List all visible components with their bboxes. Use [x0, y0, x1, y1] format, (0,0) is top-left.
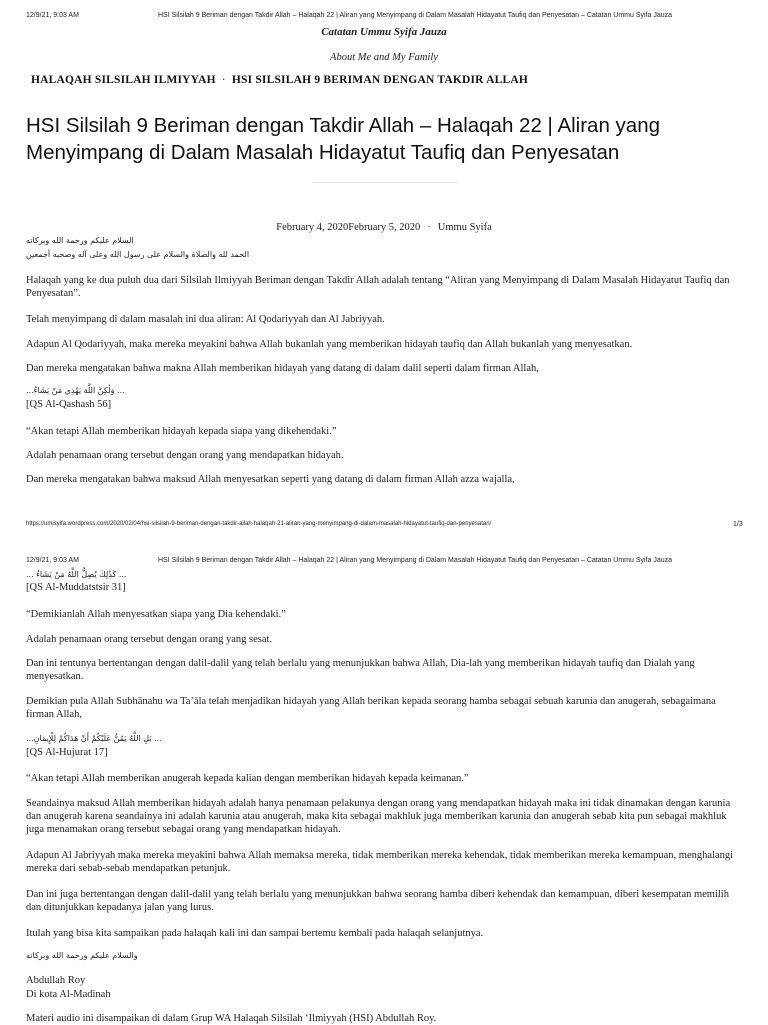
quran-verse: ...بَلِ اللَّهُ يَمُنُّ عَلَيْكُمْ أَنْ هَدَاكُمْ لِلْإِيمَانِ ... [26, 734, 162, 743]
post-author-link[interactable]: Ummu Syifa [437, 222, 492, 233]
post-meta [0, 222, 768, 233]
paragraph: “Akan tetapi Allah memberikan anugerah kepada kalian dengan memberikan hidayah kepada keimanan.” [26, 773, 469, 784]
quran-verse: ... كَذَٰلِكَ يُضِلُّ اللَّهُ مَنْ يَشَاءُ ... [26, 570, 127, 579]
paragraph: Telah menyimpang di dalam masalah ini dua aliran: Al Qodariyyah dan Al Jabriyyah. [26, 314, 385, 325]
signature-place: Di kota Al-Madinah [26, 989, 111, 1000]
paragraph: “Demikianlah Allah menyesatkan siapa yang Dia kehendaki.” [26, 609, 286, 620]
paragraph: Seandainya maksud Allah memberikan hidayah adalah hanya penamaan pelakunya dengan orang yang mendapatkan hidayah maka ini tidak dinamakan dengan karunia dan anugerah karena seandainya ini adalah karunia atau anugerah, maka kita sebagai makhluk juga memberikan karunia dan anugerah sebab kita pun sebagai makhluk juga menamakan orang tersebut sebagai orang yang mendapatkan hidayah. [26, 798, 731, 835]
nav-about-link[interactable]: About Me and My Family [330, 52, 438, 63]
verse-reference: [QS Al-Muddatstsir 31] [26, 582, 126, 593]
breadcrumb-separator: · [221, 74, 226, 86]
breadcrumb [31, 74, 528, 86]
print-datetime: 12/9/21, 9:03 AM [26, 557, 79, 564]
paragraph: Materi audio ini disampaikan di dalam Grup WA Halaqah Silsilah ‘Ilmiyyah (HSI) Abdullah Roy. [26, 1013, 437, 1024]
hamdalah: الحمد لله والصلاة والسلام على رسول الله وعلى آله وصحبه أجمعين [26, 250, 250, 259]
print-datetime: 12/9/21, 9:03 AM [26, 12, 79, 19]
paragraph: “Akan tetapi Allah memberikan hidayah kepada siapa yang dikehendaki.” [26, 426, 337, 437]
paragraph: Dan ini tentunya bertentangan dengan dalil-dalil yang telah berlalu yang menunjukkan bahwa Allah, Dia-lah yang memberikan hidayah taufiq dan Dialah yang menyesatkan. [26, 658, 695, 682]
paragraph: Dan ini juga bertentangan dengan dalil-dalil yang telah berlalu yang menunjukkan bahwa seorang hamba diberi kehendak dan kemampuan, diberi kesempatan memilih dan ditunjukkan kepadanya jalan yang lurus. [26, 889, 729, 913]
verse-reference: [QS Al-Qashash 56] [26, 399, 112, 410]
paragraph: Adalah penamaan orang tersebut dengan orang yang sesat. [26, 634, 273, 645]
post-date-link[interactable] [276, 222, 420, 233]
site-title[interactable]: Catatan Ummu Syifa Jauza [321, 26, 447, 38]
title-divider [312, 182, 457, 183]
paragraph: Dan mereka mengatakan bahwa maksud Allah menyesatkan seperti yang datang di dalam firman Allah azza wajalla, [26, 474, 515, 485]
signature-name: Abdullah Roy [26, 975, 86, 986]
salam-closing: والسلام عليكم ورحمة الله وبركاته [26, 951, 138, 960]
paragraph: Itulah yang bisa kita sampaikan pada halaqah kali ini dan sampai bertemu kembali pada halaqah selanjutnya. [26, 928, 484, 939]
breadcrumb-category-link[interactable]: HALAQAH SILSILAH ILMIYYAH [31, 74, 216, 86]
breadcrumb-category-link[interactable]: HSI SILSILAH 9 BERIMAN DENGAN TAKDIR ALLAH [231, 74, 529, 86]
date-published: February 4, 2020 [276, 222, 349, 233]
post-title: HSI Silsilah 9 Beriman dengan Takdir Allah – Halaqah 22 | Aliran yang Menyimpang di Dalam Masalah Hidayatut Taufiq dan Penyesatan [26, 114, 660, 164]
paragraph: Adapun Al Qodariyyah, maka mereka meyakini bahwa Allah bukanlah yang memberikan hidayah taufiq dan Allah bukanlah yang menyesatkan. [26, 339, 633, 350]
paragraph: Halaqah yang ke dua puluh dua dari Silsilah Ilmiyyah Beriman dengan Takdir Allah adalah tentang “Aliran yang Menyimpang di Dalam Masalah Hidayatut Taufiq dan Penyesatan”. [26, 275, 730, 299]
print-page-number: 1/3 [733, 521, 743, 528]
paragraph: Demikian pula Allah Subhānahu wa Ta’āla telah menjadikan hidayah yang Allah berikan kepada seorang hamba sebagai sebuah karunia dan anugerah, sebagaimana firman Allah, [26, 696, 716, 720]
salam-opening: السلام عليكم ورحمة الله وبركاته [26, 236, 134, 245]
print-url: https://umisyifa.wordpress.com/2020/02/04/hsi-silsilah-9-beriman-dengan-takdir-allah-halaqah-21-aliran-yang-menyimpang-di-dalam-masalah-hidayatut-taufiq-dan-penyesatan/ [26, 521, 492, 527]
paragraph: Adalah penamaan orang tersebut dengan orang yang mendapatkan hidayah. [26, 450, 344, 461]
verse-reference: [QS Al-Hujurat 17] [26, 747, 108, 758]
quran-verse: ...وَلَٰكِنَّ اللَّهَ يَهْدِي مَنْ يَشَاءُ ... [26, 386, 125, 395]
paragraph: Adapun Al Jabriyyah maka mereka meyakini bahwa Allah memaksa mereka, tidak memberikan mereka kehendak, tidak memberikan mereka kemampuan, menghalangi mereka dari sebab-sebab mendapatkan petunjuk. [26, 850, 734, 874]
print-doc-title: HSI Silsilah 9 Beriman dengan Takdir Allah – Halaqah 22 | Aliran yang Menyimpang di Dalam Masalah Hidayatut Taufiq dan Penyesatan – Catatan Ummu Syifa Jauza [158, 557, 673, 564]
print-doc-title: HSI Silsilah 9 Beriman dengan Takdir Allah – Halaqah 22 | Aliran yang Menyimpang di Dalam Masalah Hidayatut Taufiq dan Penyesatan – Catatan Ummu Syifa Jauza [158, 12, 673, 19]
paragraph: Dan mereka mengatakan bahwa makna Allah memberikan hidayah yang datang di dalam dalil seperti dalam firman Allah, [26, 363, 539, 374]
date-updated: February 5, 2020 [348, 222, 421, 233]
meta-separator: · [427, 222, 431, 233]
